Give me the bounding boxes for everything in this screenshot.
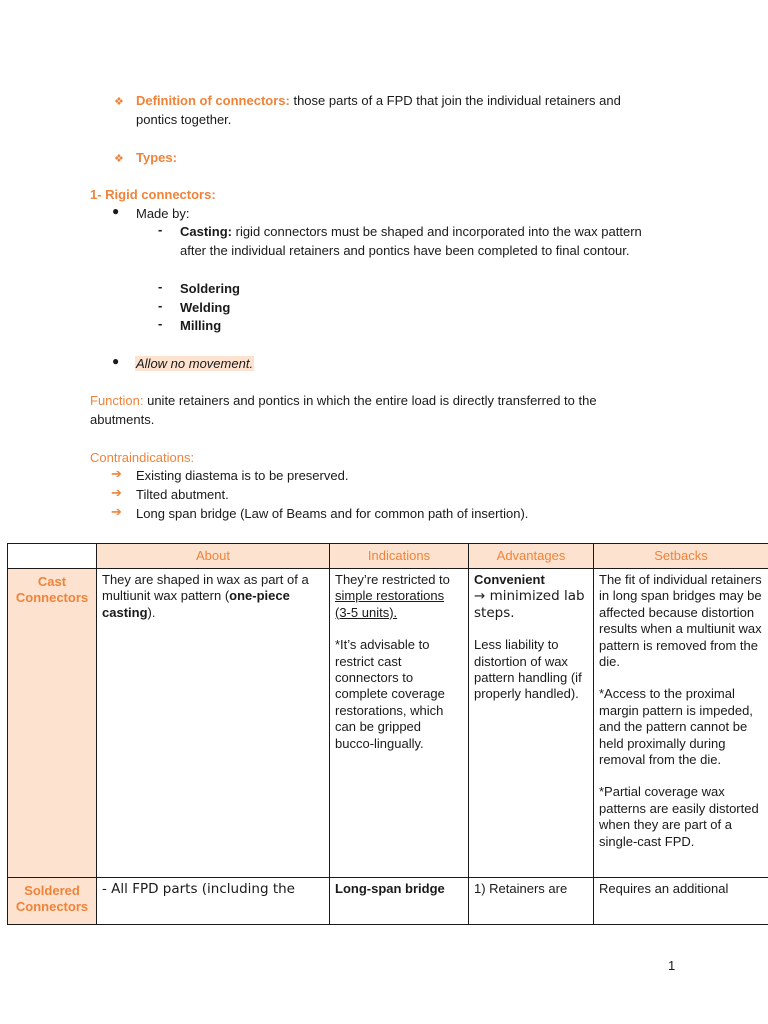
row-name-line: Connectors: [15, 590, 89, 606]
row-name-line: Cast: [37, 574, 67, 589]
definition-paragraph: [136, 91, 696, 129]
cast-about-cell: [97, 569, 330, 878]
casting-paragraph: [180, 222, 700, 260]
contraindication-item: Tilted abutment.: [136, 487, 229, 502]
cast-ind-text: They’re restricted to: [335, 572, 450, 587]
cast-setback-3: *Partial coverage wax patterns are easily distorted when they are part of a single-cast FPD.: [599, 784, 759, 849]
bullet-dot-icon: ●: [112, 354, 120, 368]
cast-ind-note: *It’s advisable to restrict cast connectors to complete coverage restorations, which can be gripped bucco-lingually.: [335, 637, 445, 751]
dash-bullet-icon: -: [158, 316, 163, 331]
function-paragraph: [90, 391, 670, 429]
table-row: [8, 878, 768, 925]
row-name-line: Connectors: [15, 899, 89, 915]
allow-movement-text: Allow no movement.: [136, 356, 254, 371]
casting-text-1: rigid connectors must be shaped and incorporated into the wax pattern: [232, 224, 642, 239]
page-number: 1: [668, 958, 676, 973]
definition-text-2: pontics together.: [136, 112, 232, 127]
row-name-cast: [8, 569, 97, 878]
cast-setback-2: *Access to the proximal margin pattern is impeded, and the pattern cannot be held proximally during removal from the die.: [599, 686, 753, 768]
method-milling: Milling: [180, 318, 222, 333]
cast-adv-bold: Convenient: [474, 572, 545, 587]
soldered-setback-text: Requires an additional: [599, 881, 729, 896]
cast-setback-1: The fit of individual retainers in long span bridges may be affected because distortion results when a multiunit wax pattern is removed from the die.: [599, 572, 762, 670]
dash-bullet-icon: -: [158, 279, 163, 294]
cast-setbacks-cell: [594, 569, 768, 878]
cast-advantages-cell: [469, 569, 594, 878]
row-name-soldered: [8, 878, 97, 925]
contraindication-item: Existing diastema is to be preserved.: [136, 468, 349, 483]
table-header-row: [8, 544, 768, 569]
casting-label: Casting:: [180, 224, 232, 239]
soldered-about-text: - All FPD parts (including the: [102, 881, 295, 897]
cast-adv-text-2: Less liability to distortion of wax pattern handling (if properly handled).: [474, 637, 582, 702]
connectors-table: [7, 543, 768, 925]
types-label: Types:: [136, 150, 177, 165]
function-text-2: abutments.: [90, 412, 155, 427]
contraindication-item: Long span bridge (Law of Beams and for common path of insertion).: [136, 506, 529, 521]
header-setbacks: Setbacks: [594, 544, 768, 569]
soldered-advantages-cell: [469, 878, 594, 925]
dash-bullet-icon: -: [158, 222, 163, 237]
header-indications: Indications: [330, 544, 469, 569]
function-label: Function:: [90, 393, 144, 408]
method-soldering: Soldering: [180, 281, 240, 296]
cast-adv-text: → minimized lab steps.: [474, 588, 585, 621]
row-name-line: Soldered: [24, 883, 80, 898]
cast-about-text: They are shaped in wax as part of a multiunit wax pattern (: [102, 572, 309, 604]
function-text-1: unite retainers and pontics in which the entire load is directly transferred to the: [143, 393, 597, 408]
soldered-indications-cell: [330, 878, 469, 925]
header-about: About: [97, 544, 330, 569]
soldered-setbacks-cell: [594, 878, 768, 925]
soldered-ind-text: Long-span bridge: [335, 881, 445, 896]
contraindications-label: Contraindications:: [90, 450, 195, 465]
casting-text-2: after the individual retainers and pontics have been completed to final contour.: [180, 243, 630, 258]
arrow-bullet-icon: ➔: [111, 504, 122, 519]
header-advantages: Advantages: [469, 544, 594, 569]
bullet-dot-icon: ●: [112, 204, 120, 218]
header-empty: [8, 544, 97, 569]
table-row: [8, 569, 768, 878]
dash-bullet-icon: -: [158, 298, 163, 313]
made-by-text: Made by:: [136, 206, 190, 221]
arrow-bullet-icon: ➔: [111, 485, 122, 500]
soldered-about-cell: [97, 878, 330, 925]
definition-label: Definition of connectors:: [136, 93, 290, 108]
cast-ind-underlined: simple restorations (3-5 units).: [335, 588, 445, 620]
cast-about-bold: one-piece casting: [102, 588, 290, 620]
rigid-heading: 1- Rigid connectors:: [90, 187, 216, 202]
cast-about-text-end: ).: [147, 604, 156, 620]
diamond-bullet-icon: ❖: [114, 153, 124, 165]
diamond-bullet-icon: ❖: [114, 96, 124, 108]
definition-text-1: those parts of a FPD that join the individual retainers and: [289, 93, 621, 108]
method-welding: Welding: [180, 300, 231, 315]
arrow-bullet-icon: ➔: [111, 466, 122, 481]
cast-indications-cell: [330, 569, 469, 878]
soldered-adv-text: 1) Retainers are: [474, 881, 568, 896]
